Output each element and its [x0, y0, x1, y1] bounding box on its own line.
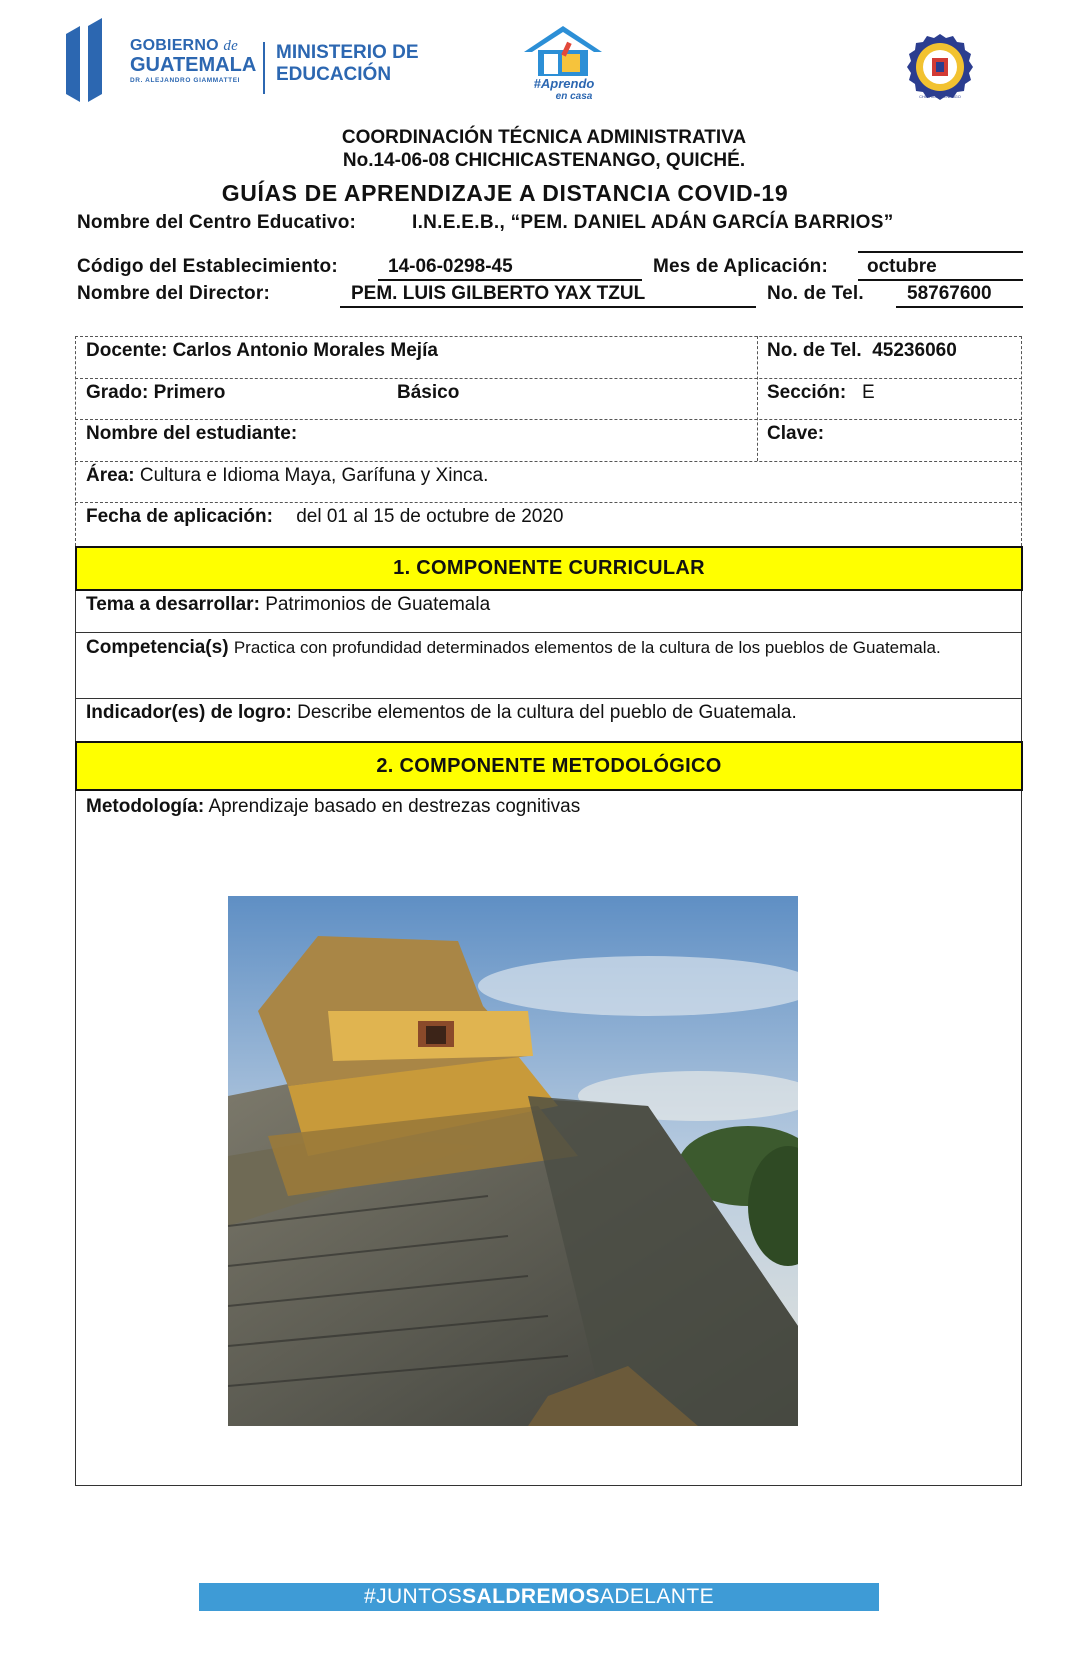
clave-label: Clave:	[767, 423, 825, 444]
table-border	[75, 502, 1022, 503]
page-title: GUÍAS DE APRENDIZAJE A DISTANCIA COVID-19	[221, 180, 789, 206]
hashtag-part-a: #JUNTOS	[364, 1585, 463, 1608]
ministerio-line1: MINISTERIO DE	[276, 42, 419, 63]
docente-tel-label: No. de Tel.	[767, 340, 862, 361]
gob-line1: GOBIERNO	[130, 37, 219, 54]
fecha-value: del 01 al 15 de octubre de 2020	[296, 506, 564, 527]
competencia-cell	[86, 636, 1012, 660]
area-label: Área:	[86, 465, 135, 486]
school-logo-text: CHICHICASTENANGO	[919, 94, 961, 99]
indicador-value: Describe elementos de la cultura del pueblo de Guatemala.	[297, 702, 797, 723]
estudiante-label: Nombre del estudiante:	[86, 423, 298, 444]
school-seal-logo-icon	[906, 32, 974, 104]
seccion-label: Sección:	[767, 382, 847, 403]
footer-hashtag-banner	[199, 1583, 879, 1611]
table-border	[1021, 791, 1022, 1485]
gobierno-logo-bars-icon	[66, 18, 112, 102]
director-label: Nombre del Director:	[77, 283, 270, 304]
metodologia-cell	[86, 796, 580, 818]
tel-value: 58767600	[907, 283, 992, 304]
centro-value: I.N.E.E.B., “PEM. DANIEL ADÁN GARCÍA BARRIOS”	[412, 212, 894, 233]
table-border	[75, 419, 1022, 420]
director-underline	[340, 306, 756, 308]
tema-cell	[86, 594, 490, 616]
codigo-label: Código del Establecimiento:	[77, 256, 338, 277]
fecha-cell	[86, 506, 563, 528]
nivel-cell: Básico	[397, 382, 460, 403]
grado-cell	[86, 382, 225, 404]
mes-value: octubre	[867, 256, 937, 277]
hashtag-part-c: ADELANTE	[599, 1585, 714, 1608]
tel-underline	[896, 306, 1023, 308]
grado-label: Grado:	[86, 382, 149, 403]
docente-tel-value: 45236060	[872, 340, 957, 361]
coord-line1: COORDINACIÓN TÉCNICA ADMINISTRATIVA	[341, 127, 747, 148]
table-border	[75, 336, 1022, 337]
centro-label: Nombre del Centro Educativo:	[77, 212, 357, 233]
grado-value: Primero	[153, 382, 226, 403]
tel-label: No. de Tel.	[767, 283, 864, 304]
table-border	[75, 336, 76, 546]
componente-curricular-header: 1. COMPONENTE CURRICULAR	[75, 546, 1023, 591]
logo-divider	[263, 42, 265, 94]
metodologia-label: Metodología:	[86, 796, 205, 817]
fecha-label: Fecha de aplicación:	[86, 506, 273, 527]
coord-line2: No.14-06-08 CHICHICASTENANGO, QUICHÉ.	[342, 150, 746, 171]
hashtag-part-b: SALDREMOS	[462, 1585, 600, 1608]
codigo-value: 14-06-0298-45	[388, 256, 513, 277]
table-border	[757, 336, 758, 461]
table-border	[75, 632, 1022, 633]
indicador-cell	[86, 702, 797, 724]
competencia-label: Competencia(s)	[86, 637, 229, 658]
aprendo-line2: en casa	[555, 91, 593, 100]
mes-top-line	[858, 251, 1023, 253]
aprendo-line1: #Aprendo	[533, 76, 595, 91]
gobierno-logo-text	[130, 38, 256, 85]
area-cell	[86, 465, 488, 487]
gob-line2: GUATEMALA	[130, 54, 257, 76]
ministerio-logo-text	[276, 42, 419, 86]
table-border	[75, 791, 76, 1485]
metodologia-value: Aprendizaje basado en destrezas cognitivas	[208, 796, 581, 817]
mes-underline	[858, 279, 1023, 281]
mes-label: Mes de Aplicación:	[653, 256, 828, 277]
gob-line3: DR. ALEJANDRO GIAMMATTEI	[130, 77, 241, 84]
competencia-value: Practica con profundidad determinados elementos de la cultura de los pueblos de Guatemala.	[233, 638, 941, 657]
gob-de: de	[223, 38, 238, 54]
tema-value: Patrimonios de Guatemala	[265, 594, 491, 615]
table-border	[75, 698, 1022, 699]
aprendo-en-casa-logo-icon	[518, 24, 608, 100]
table-border	[75, 378, 1022, 379]
tema-label: Tema a desarrollar:	[86, 594, 260, 615]
maya-temple-photo	[228, 896, 798, 1426]
director-value: PEM. LUIS GILBERTO YAX TZUL	[351, 283, 646, 304]
coordinacion-heading	[0, 126, 1088, 172]
seccion-value: E	[862, 382, 875, 403]
componente-metodologico-header: 2. COMPONENTE METODOLÓGICO	[75, 741, 1023, 791]
docente-cell: Docente: Carlos Antonio Morales Mejía	[86, 340, 438, 361]
seccion-cell	[767, 382, 875, 404]
indicador-label: Indicador(es) de logro:	[86, 702, 292, 723]
area-value: Cultura e Idioma Maya, Garífuna y Xinca.	[139, 465, 489, 486]
table-border	[75, 591, 76, 741]
ministerio-line2: EDUCACIÓN	[276, 63, 392, 85]
docente-tel-cell	[767, 340, 957, 362]
table-border	[75, 461, 1022, 462]
table-border	[75, 1485, 1022, 1486]
table-border	[1021, 591, 1022, 741]
table-border	[1021, 336, 1022, 546]
codigo-underline	[378, 279, 642, 281]
